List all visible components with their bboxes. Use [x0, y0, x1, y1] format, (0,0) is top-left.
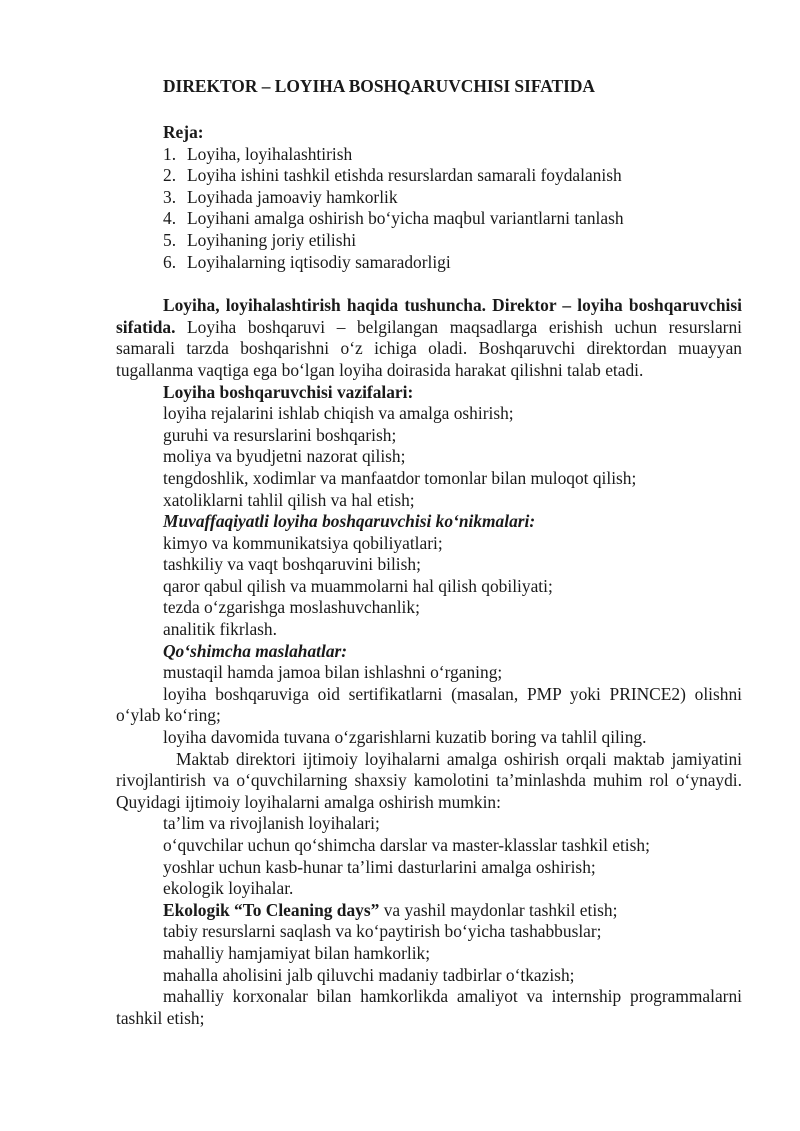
plan-item: 3. Loyihada jamoaviy hamkorlik: [163, 186, 398, 207]
plan-item: 6. Loyihalarning iqtisodiy samaradorligi: [163, 251, 451, 272]
eco-item: mahalla aholisini jalb qiluvchi madaniy tadbirlar o‘tkazish;: [163, 964, 575, 985]
skill-item: kimyo va kommunikatsiya qobiliyatlari;: [163, 532, 443, 553]
school-item: yoshlar uchun kasb-hunar ta’limi dasturlarini amalga oshirish;: [163, 856, 596, 877]
skill-item: tezda o‘zgarishga moslashuvchanlik;: [163, 597, 420, 618]
eco-bold-lead: Ekologik “To Cleaning days”: [163, 899, 380, 920]
advice-item: loyiha boshqaruviga oid sertifikatlarni (masalan, PMP yoki PRINCE2) olishni o‘ylab ko‘ring;: [116, 683, 742, 726]
eco-text: va yashil maydonlar tashkil etish;: [379, 899, 618, 920]
duties-heading: Loyiha boshqaruvchisi vazifalari:: [163, 381, 414, 402]
plan-heading: Reja:: [163, 122, 204, 142]
skills-heading: Muvaffaqiyatli loyiha boshqaruvchisi ko‘nikmalari:: [163, 511, 536, 532]
plan-item: 2. Loyiha ishini tashkil etishda resurslardan samarali foydalanish: [163, 165, 622, 186]
school-item: ekologik loyihalar.: [163, 878, 294, 899]
eco-item: tabiy resurslarni saqlash va ko‘paytirish bo‘yicha tashabbuslar;: [163, 921, 602, 942]
document-title: DIREKTOR – LOYIHA BOSHQARUVCHISI SIFATIDA: [163, 76, 595, 96]
advice-item: loyiha davomida tuvana o‘zgarishlarni kuzatib boring va tahlil qiling.: [163, 727, 647, 748]
skill-item: qaror qabul qilish va muammolarni hal qilish qobiliyati;: [163, 575, 553, 596]
intro-text: Loyiha boshqaruvi – belgilangan maqsadlarga erishish uchun resurslarni samarali tarzda boshqarishni o‘z ichiga oladi. Boshqaruvchi direktordan muayyan tugallanma vaqtiga ega bo‘lgan loyiha doirasida harakat qilishni talab etadi.: [116, 316, 742, 380]
school-item: ta’lim va rivojlanish loyihalari;: [163, 813, 380, 834]
skill-item: analitik fikrlash.: [163, 619, 277, 640]
duty-item: guruhi va resurslarini boshqarish;: [163, 424, 397, 445]
school-item: o‘quvchilar uchun qo‘shimcha darslar va master-klasslar tashkil etish;: [163, 835, 650, 855]
duty-item: tengdoshlik, xodimlar va manfaatdor tomonlar bilan muloqot qilish;: [163, 467, 637, 488]
eco-item: mahalliy korxonalar bilan hamkorlikda amaliyot va internship programmalarni tashkil etish;: [116, 986, 742, 1028]
plan-list: [116, 144, 742, 274]
skill-item: tashkiliy va vaqt boshqaruvini bilish;: [163, 554, 421, 575]
plan-item: 5. Loyihaning joriy etilishi: [163, 229, 357, 250]
plan-item: 1. Loyiha, loyihalashtirish: [163, 143, 353, 164]
duty-item: moliya va byudjetni nazorat qilish;: [163, 446, 406, 467]
eco-line: [116, 900, 742, 922]
plan-item: 4. Loyihani amalga oshirish bo‘yicha maqbul variantlarni tanlash: [163, 208, 624, 229]
advice-heading: Qo‘shimcha maslahatlar:: [163, 640, 348, 661]
advice-item: mustaqil hamda jamoa bilan ishlashni o‘rganing;: [163, 662, 503, 683]
intro-bold-lead: Loyiha, loyihalashtirish haqida tushuncha. Direktor – loyiha boshqaruvchisi sifatida.: [116, 295, 742, 337]
duty-item: xatoliklarni tahlil qilish va hal etish;: [163, 489, 415, 510]
document-page: [116, 76, 742, 1029]
duty-item: loyiha rejalarini ishlab chiqish va amalga oshirish;: [163, 403, 514, 424]
intro-paragraph: [116, 295, 742, 381]
eco-item: mahalliy hamjamiyat bilan hamkorlik;: [163, 942, 431, 963]
school-paragraph: Maktab direktori ijtimoiy loyihalarni amalga oshirish orqali maktab jamiyatini rivojlantirish va o‘quvchilarning shaxsiy kamolotini ta’minlashda muhim rol o‘ynaydi. Quyidagi ijtimoiy loyihalarni amalga oshirish mumkin:: [116, 748, 742, 812]
